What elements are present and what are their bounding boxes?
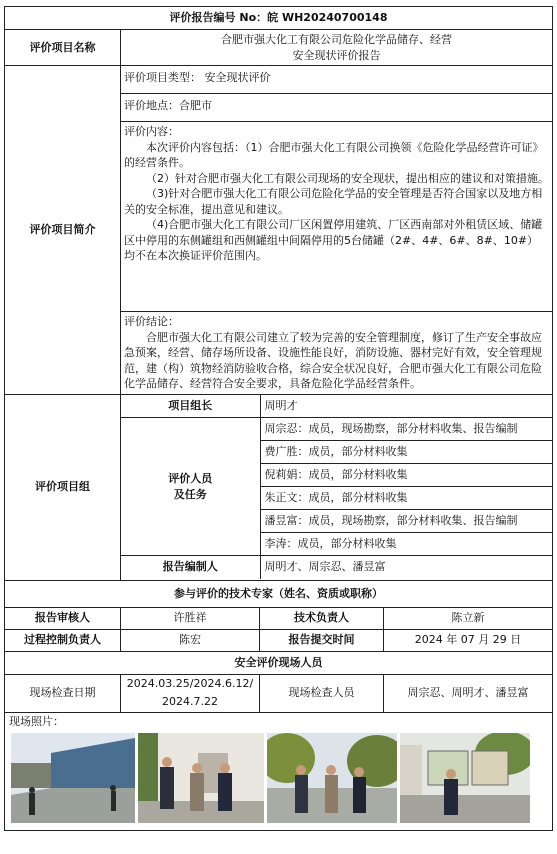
- evaluation-conclusion-title: 评价结论：: [124, 315, 179, 328]
- site-photo-3-image: [267, 733, 397, 823]
- submit-time-value: 2024 年 07 月 29 日: [384, 629, 553, 651]
- process-control-value: 陈宏: [121, 629, 260, 651]
- evaluation-conclusion: [121, 312, 552, 394]
- site-photos-strip: [5, 730, 552, 827]
- site-photo-2-image: [138, 733, 264, 823]
- project-location-line: 评价地点：合肥市: [121, 94, 552, 122]
- team-member-6: 李涛：成员，部分材料收集: [260, 533, 553, 556]
- evaluation-content-p2: （2）针对合肥市强大化工有限公司现场的安全现状，提出相应的建议和对策措施。: [146, 171, 549, 185]
- team-subtable: [121, 395, 553, 579]
- tech-lead-label: 技术负责人: [260, 607, 384, 629]
- site-photo-3: [267, 733, 397, 823]
- project-intro-content: [121, 66, 553, 395]
- team-members-label: [121, 418, 260, 556]
- site-photo-1: [11, 733, 135, 823]
- team-members-label-line2: 及任务: [173, 487, 207, 501]
- team-members-label-line1: 评价人员: [168, 471, 213, 485]
- team-leader-value: 周明才: [260, 395, 553, 418]
- site-date-line2: 2024.7.22: [162, 695, 218, 708]
- site-photos-cell: [5, 712, 553, 830]
- tech-lead-value: 陈立新: [384, 607, 553, 629]
- team-member-2: 费广胜：成员，部分材料收集: [260, 441, 553, 464]
- report-writers-value: 周明才、周宗忍、潘昱富: [260, 556, 553, 579]
- site-staff-title: 安全评价现场人员: [5, 651, 553, 674]
- project-intro-label: 评价项目简介: [5, 66, 121, 395]
- info-table: [4, 6, 553, 831]
- evaluation-content: [121, 122, 552, 312]
- site-photo-1-image: [11, 733, 135, 823]
- reviewer-label: 报告审核人: [5, 607, 121, 629]
- site-staff-label: 现场检查人员: [260, 674, 384, 712]
- site-photos-label: 现场照片：: [9, 714, 64, 728]
- site-photo-4-image: [400, 733, 530, 823]
- site-date-line1: 2024.03.25/2024.6.12/: [126, 677, 254, 690]
- evaluation-content-p1: 本次评价内容包括：（1）合肥市强大化工有限公司换领《危险化学品经营许可证》的经营条件。: [124, 140, 544, 169]
- process-control-label: 过程控制负责人: [5, 629, 121, 651]
- project-name-value: [121, 30, 553, 66]
- project-type-line: 评价项目类型： 安全现状评价: [121, 66, 552, 94]
- team-member-5: 潘昱富：成员，现场勘察，部分材料收集、报告编制: [260, 510, 553, 533]
- site-photo-2: [138, 733, 264, 823]
- project-name-label: 评价项目名称: [5, 30, 121, 66]
- team-member-3: 倪莉娟：成员，部分材料收集: [260, 464, 553, 487]
- evaluation-content-title: 评价内容：: [124, 125, 179, 138]
- submit-time-label: 报告提交时间: [260, 629, 384, 651]
- evaluation-info-sheet: [4, 6, 552, 850]
- site-date-label: 现场检查日期: [5, 674, 121, 712]
- project-name-line2: 安全现状评价报告: [292, 48, 381, 62]
- team-content: [121, 394, 553, 580]
- site-date-value: [121, 674, 260, 712]
- report-number: 评价报告编号 No：皖 WH20240700148: [5, 7, 553, 30]
- report-writers-label: 报告编制人: [121, 556, 260, 579]
- team-member-1: 周宗忍：成员，现场勘察，部分材料收集、报告编制: [260, 418, 553, 441]
- team-member-4: 朱正文：成员，部分材料收集: [260, 487, 553, 510]
- experts-title: 参与评价的技术专家（姓名、资质或职称）: [5, 580, 553, 607]
- site-photo-4: [400, 733, 530, 823]
- team-leader-label: 项目组长: [121, 395, 260, 418]
- evaluation-conclusion-text: 合肥市强大化工有限公司建立了较为完善的安全管理制度，修订了生产安全事故应急预案，经营、储存场所设备、设施性能良好，消防设施、器材完好有效，安全管理规范，建（构）筑物经消防验收合格，综合安全状况良好，合肥市强大化工有限公司危险化学品储存、经营符合安全要求，具备危险化学品经营条件。: [124, 330, 542, 390]
- evaluation-content-p4: （4)合肥市强大化工有限公司厂区闲置停用建筑、厂区西南部对外租赁区域、储罐区中停用的东侧罐组和西侧罐组中间隔停用的5台储罐（2#、4#、6#、8#、10#）均不在本次换证评价范围内。: [124, 218, 543, 262]
- evaluation-content-p3: （3)针对合肥市强大化工有限公司危险化学品的安全管理是否符合国家以及地方相关的安全标准，提出意见和建议。: [124, 187, 543, 216]
- project-name-line1: 合肥市强大化工有限公司危险化学品储存、经营: [221, 32, 452, 46]
- site-staff-value: 周宗忍、周明才、潘昱富: [384, 674, 553, 712]
- reviewer-value: 许胜祥: [121, 607, 260, 629]
- team-label: 评价项目组: [5, 394, 121, 580]
